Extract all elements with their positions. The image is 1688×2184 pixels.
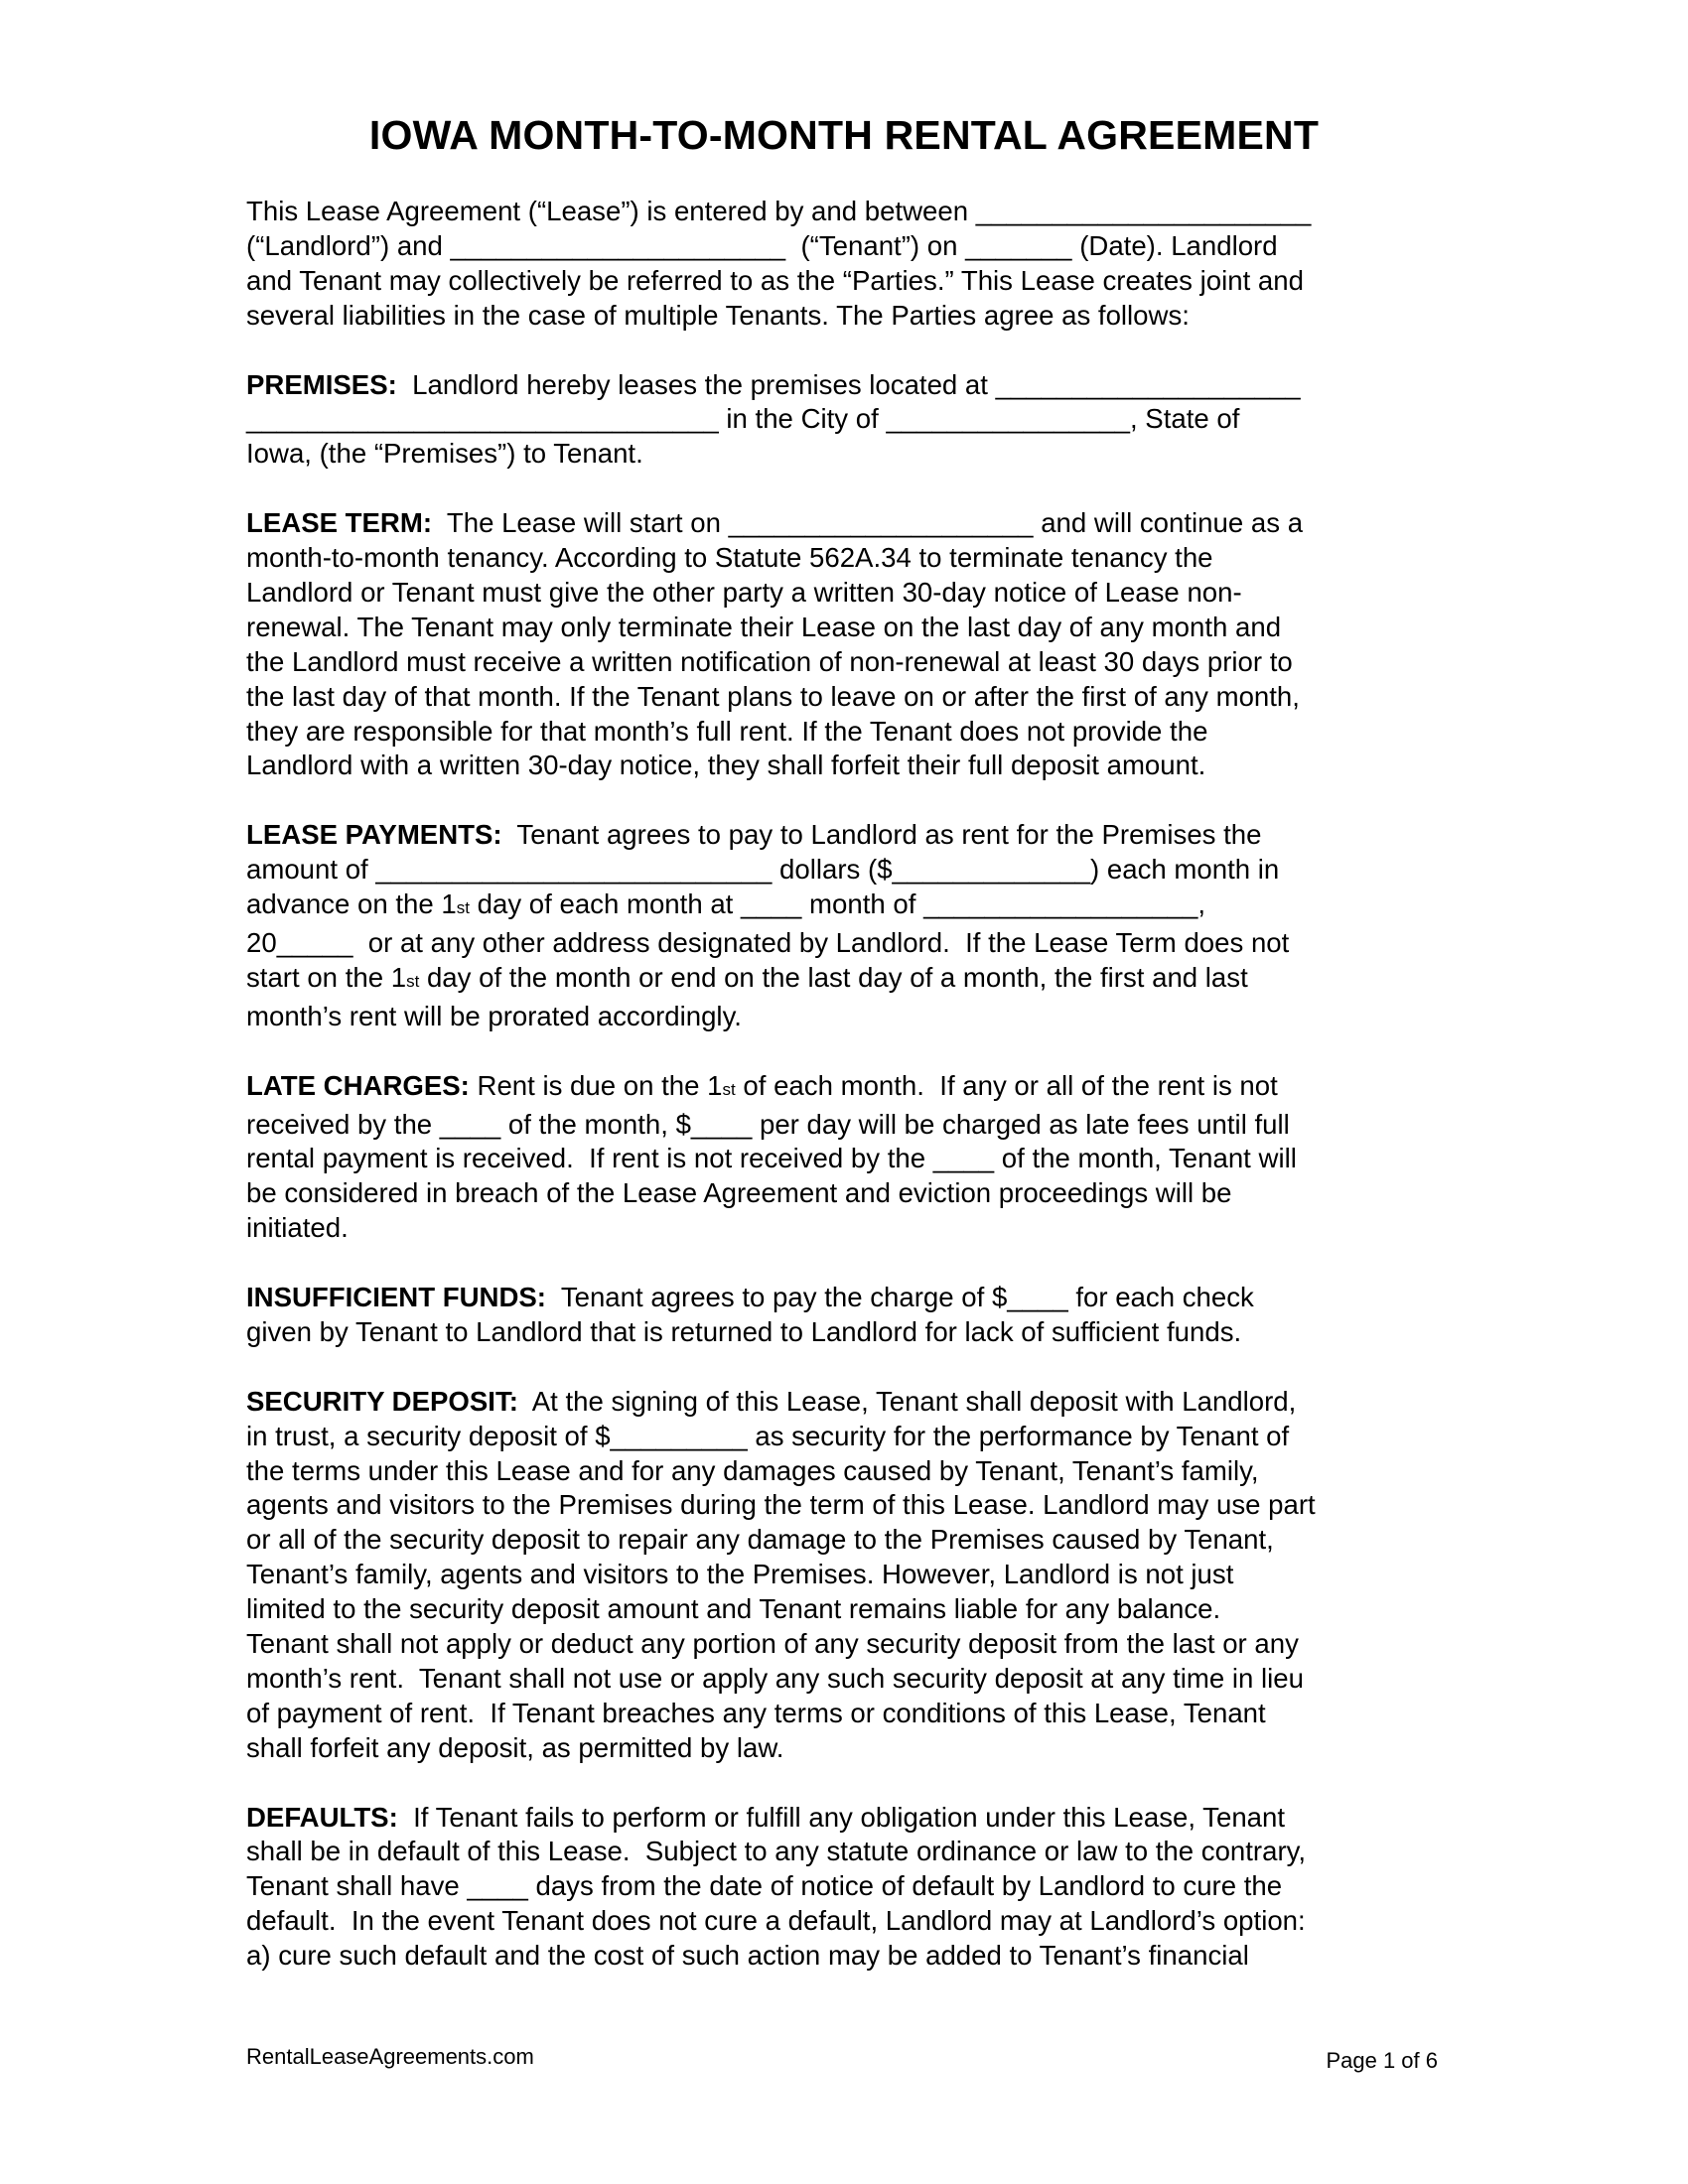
text-segment: Landlord hereby leases the premises located at ____________________ <box>396 368 1301 400</box>
footer-page-number: Page 1 of 6 <box>1326 2048 1438 2073</box>
text-line: initiated. <box>246 1212 349 1244</box>
security-deposit-section <box>246 1385 1438 1766</box>
premises-section <box>246 368 1438 473</box>
text-segment: Rent is due on the 1 <box>469 1069 723 1101</box>
security-deposit-heading: SECURITY DEPOSIT: <box>246 1385 518 1417</box>
late-charges-section <box>246 1069 1438 1247</box>
text-line: in trust, a security deposit of $_________ as security for the performance by Tenant of <box>246 1420 1290 1451</box>
intro-paragraph <box>246 195 1438 334</box>
text-line: 20_____ or at any other address designated by Landlord. If the Lease Term does not <box>246 926 1290 958</box>
text-line: Landlord or Tenant must give the other party a written 30-day notice of Lease non- <box>246 576 1242 608</box>
text-line <box>246 818 1438 853</box>
ordinal-suffix: st <box>456 898 470 918</box>
defaults-section <box>246 1801 1438 1975</box>
text-line: they are responsible for that month’s full rent. If the Tenant does not provide the <box>246 715 1208 747</box>
text-line: month-to-month tenancy. According to Statute 562A.34 to terminate tenancy the <box>246 542 1213 574</box>
insufficient-funds-heading: INSUFFICIENT FUNDS: <box>246 1282 546 1313</box>
text-line: several liabilities in the case of multiple Tenants. The Parties agree as follows: <box>246 299 1190 331</box>
text-line: agents and visitors to the Premises during the term of this Lease. Landlord may use part <box>246 1489 1316 1521</box>
text-line <box>246 961 1438 1000</box>
text-line: the Landlord must receive a written notification of non-renewal at least 30 days prior to <box>246 645 1293 677</box>
text-line: amount of __________________________ dollars ($_____________) each month in <box>246 854 1280 886</box>
text-line: the terms under this Lease and for any damages caused by Tenant, Tenant’s family, <box>246 1454 1259 1486</box>
text-segment: The Lease will start on ____________________ and will continue as a <box>432 507 1304 539</box>
text-line <box>246 1069 1438 1108</box>
text-line: be considered in breach of the Lease Agreement and eviction proceedings will be <box>246 1177 1232 1209</box>
text-line <box>246 887 1438 926</box>
text-segment: day of the month or end on the last day of a month, the first and last <box>419 961 1248 993</box>
text-segment: start on the 1 <box>246 961 407 993</box>
text-line: and Tenant may collectively be referred to as the “Parties.” This Lease creates joint and <box>246 264 1304 296</box>
text-line <box>246 368 1438 403</box>
text-segment: day of each month at ____ month of __________________, <box>469 888 1205 920</box>
text-line <box>246 1385 1438 1420</box>
text-line: limited to the security deposit amount and Tenant remains liable for any balance. <box>246 1593 1221 1625</box>
text-line: shall be in default of this Lease. Subject to any statute ordinance or law to the contrary, <box>246 1836 1307 1867</box>
text-line: the last day of that month. If the Tenant plans to leave on or after the first of any month, <box>246 680 1300 712</box>
text-line: renewal. The Tenant may only terminate their Lease on the last day of any month and <box>246 611 1282 642</box>
text-line: of payment of rent. If Tenant breaches any terms or conditions of this Lease, Tenant <box>246 1697 1266 1728</box>
text-line: Tenant shall not apply or deduct any portion of any security deposit from the last or any <box>246 1628 1299 1660</box>
lease-term-section <box>246 506 1438 783</box>
defaults-heading: DEFAULTS: <box>246 1801 398 1833</box>
text-segment: of each month. If any or all of the rent is not <box>735 1069 1278 1101</box>
text-line: or all of the security deposit to repair any damage to the Premises caused by Tenant, <box>246 1524 1274 1556</box>
text-line: month’s rent will be prorated accordingly. <box>246 1000 742 1031</box>
text-line: shall forfeit any deposit, as permitted by law. <box>246 1731 784 1763</box>
text-segment: advance on the 1 <box>246 888 457 920</box>
text-line: rental payment is received. If rent is not received by the ____ of the month, Tenant will <box>246 1143 1297 1174</box>
text-segment: If Tenant fails to perform or fulfill any obligation under this Lease, Tenant <box>397 1801 1286 1833</box>
text-line: Tenant’s family, agents and visitors to the Premises. However, Landlord is not just <box>246 1559 1234 1590</box>
text-line: default. In the event Tenant does not cure a default, Landlord may at Landlord’s option: <box>246 1905 1306 1937</box>
text-line: month’s rent. Tenant shall not use or apply any such security deposit at any time in lieu <box>246 1662 1304 1694</box>
footer-website: RentalLeaseAgreements.com <box>246 2044 534 2069</box>
text-line: Landlord with a written 30-day notice, they shall forfeit their full deposit amount. <box>246 750 1206 781</box>
text-line: given by Tenant to Landlord that is returned to Landlord for lack of sufficient funds. <box>246 1315 1242 1347</box>
text-line: received by the ____ of the month, $____ per day will be charged as late fees until full <box>246 1108 1290 1140</box>
document-body <box>246 195 1438 2008</box>
document-title: IOWA MONTH-TO-MONTH RENTAL AGREEMENT <box>368 112 1320 158</box>
text-line <box>246 1281 1438 1315</box>
text-line: This Lease Agreement (“Lease”) is entered by and between ______________________ <box>246 196 1312 226</box>
text-segment: At the signing of this Lease, Tenant shall deposit with Landlord, <box>517 1385 1297 1417</box>
text-line: Tenant shall have ____ days from the date of notice of default by Landlord to cure the <box>246 1870 1283 1902</box>
text-line <box>246 506 1438 541</box>
late-charges-heading: LATE CHARGES: <box>246 1069 470 1101</box>
ordinal-suffix: st <box>406 971 420 991</box>
text-line: Iowa, (the “Premises”) to Tenant. <box>246 438 643 470</box>
premises-heading: PREMISES: <box>246 368 397 400</box>
lease-payments-heading: LEASE PAYMENTS: <box>246 819 502 851</box>
text-line: _______________________________ in the City of ________________, State of <box>246 403 1240 435</box>
insufficient-funds-section <box>246 1281 1438 1350</box>
lease-term-heading: LEASE TERM: <box>246 507 433 539</box>
text-segment: Tenant agrees to pay the charge of $____ for each check <box>545 1282 1254 1313</box>
lease-payments-section <box>246 818 1438 1033</box>
text-line <box>246 1801 1438 1836</box>
ordinal-suffix: st <box>722 1079 736 1099</box>
text-line: a) cure such default and the cost of such action may be added to Tenant’s financial <box>246 1940 1249 1972</box>
text-line: (“Landlord”) and ______________________ (“Tenant”) on _______ (Date). Landlord <box>246 229 1278 261</box>
text-segment: Tenant agrees to pay to Landlord as rent for the Premises the <box>501 819 1262 851</box>
